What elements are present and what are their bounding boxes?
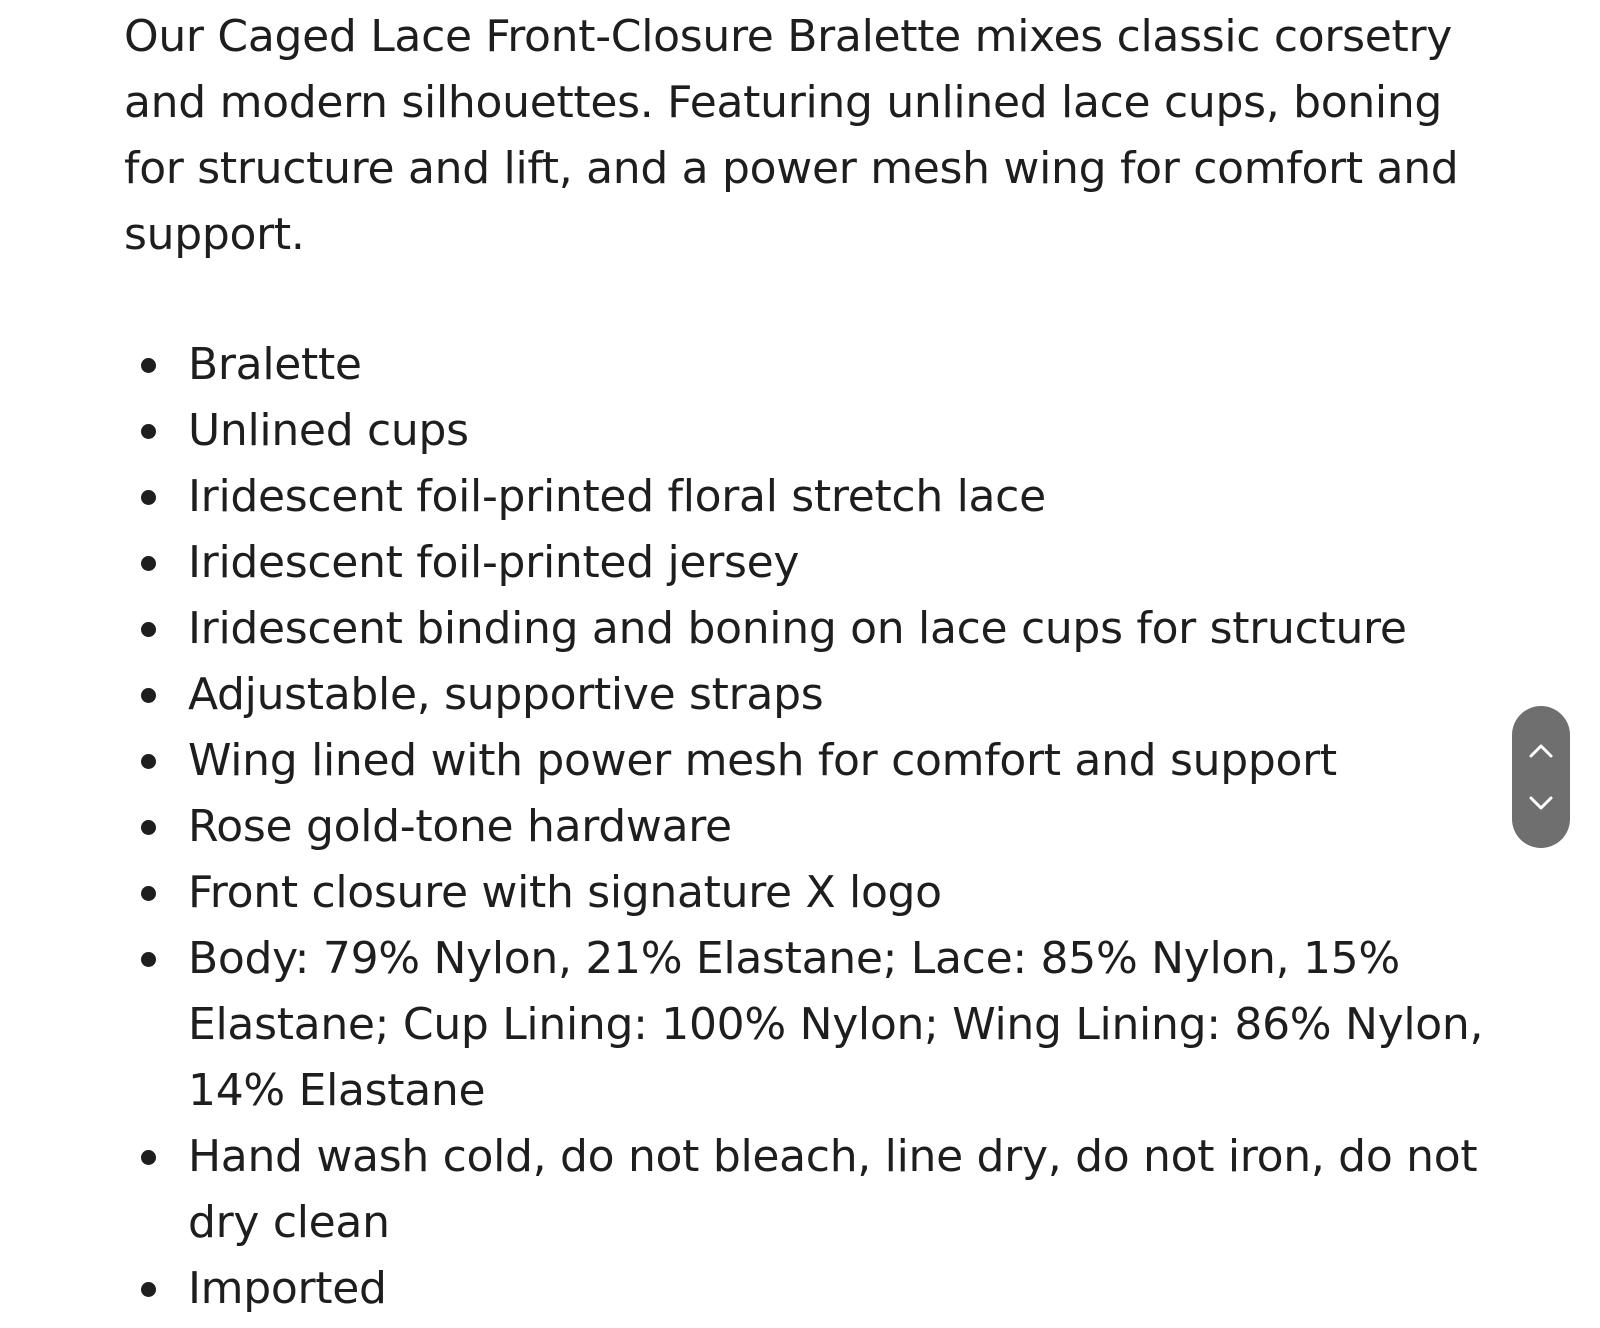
list-item [124,530,1504,596]
feature-text: Iridescent foil-printed jersey [188,537,800,588]
bullet-icon [141,820,156,835]
list-item [124,1124,1504,1256]
bullet-icon [141,754,156,769]
list-item [124,794,1504,860]
bullet-icon [141,622,156,637]
list-item [124,662,1504,728]
bullet-icon [141,952,156,967]
chevron-down-icon [1528,794,1554,812]
list-item [124,860,1504,926]
feature-text: Bralette [188,339,362,390]
bullet-icon [141,490,156,505]
bullet-icon [141,556,156,571]
list-item [124,1256,1504,1322]
list-item [124,926,1504,1124]
product-details [124,0,1504,1322]
list-item [124,464,1504,530]
scroll-up-button[interactable] [1521,734,1561,768]
feature-text: Unlined cups [188,405,469,456]
scroll-control [1512,706,1570,848]
product-description: Our Caged Lace Front-Closure Bralette mixes classic corsetry and modern silhouettes. Featuring unlined lace cups, boning for structure and lift, and a power mesh wing for comfort and support. [124,11,1459,260]
scroll-down-button[interactable] [1521,786,1561,820]
feature-list [124,332,1504,1322]
feature-text: Imported [188,1263,387,1314]
bullet-icon [141,1282,156,1297]
bullet-icon [141,886,156,901]
bullet-icon [141,358,156,373]
feature-text: Front closure with signature X logo [188,867,942,918]
feature-text: Rose gold-tone hardware [188,801,732,852]
bullet-icon [141,424,156,439]
list-item [124,332,1504,398]
list-item [124,398,1504,464]
list-item [124,728,1504,794]
feature-text: Iridescent binding and boning on lace cups for structure [188,603,1407,654]
feature-text: Hand wash cold, do not bleach, line dry, do not iron, do not dry clean [188,1131,1478,1248]
bullet-icon [141,1150,156,1165]
feature-text: Iridescent foil-printed floral stretch lace [188,471,1046,522]
feature-text: Wing lined with power mesh for comfort and support [188,735,1337,786]
bullet-icon [141,688,156,703]
feature-text: Adjustable, supportive straps [188,669,824,720]
list-item [124,596,1504,662]
chevron-up-icon [1528,742,1554,760]
feature-text: Body: 79% Nylon, 21% Elastane; Lace: 85% Nylon, 15% Elastane; Cup Lining: 100% Nylon; Wing Lining: 86% Nylon, 14% Elastane [188,933,1484,1116]
